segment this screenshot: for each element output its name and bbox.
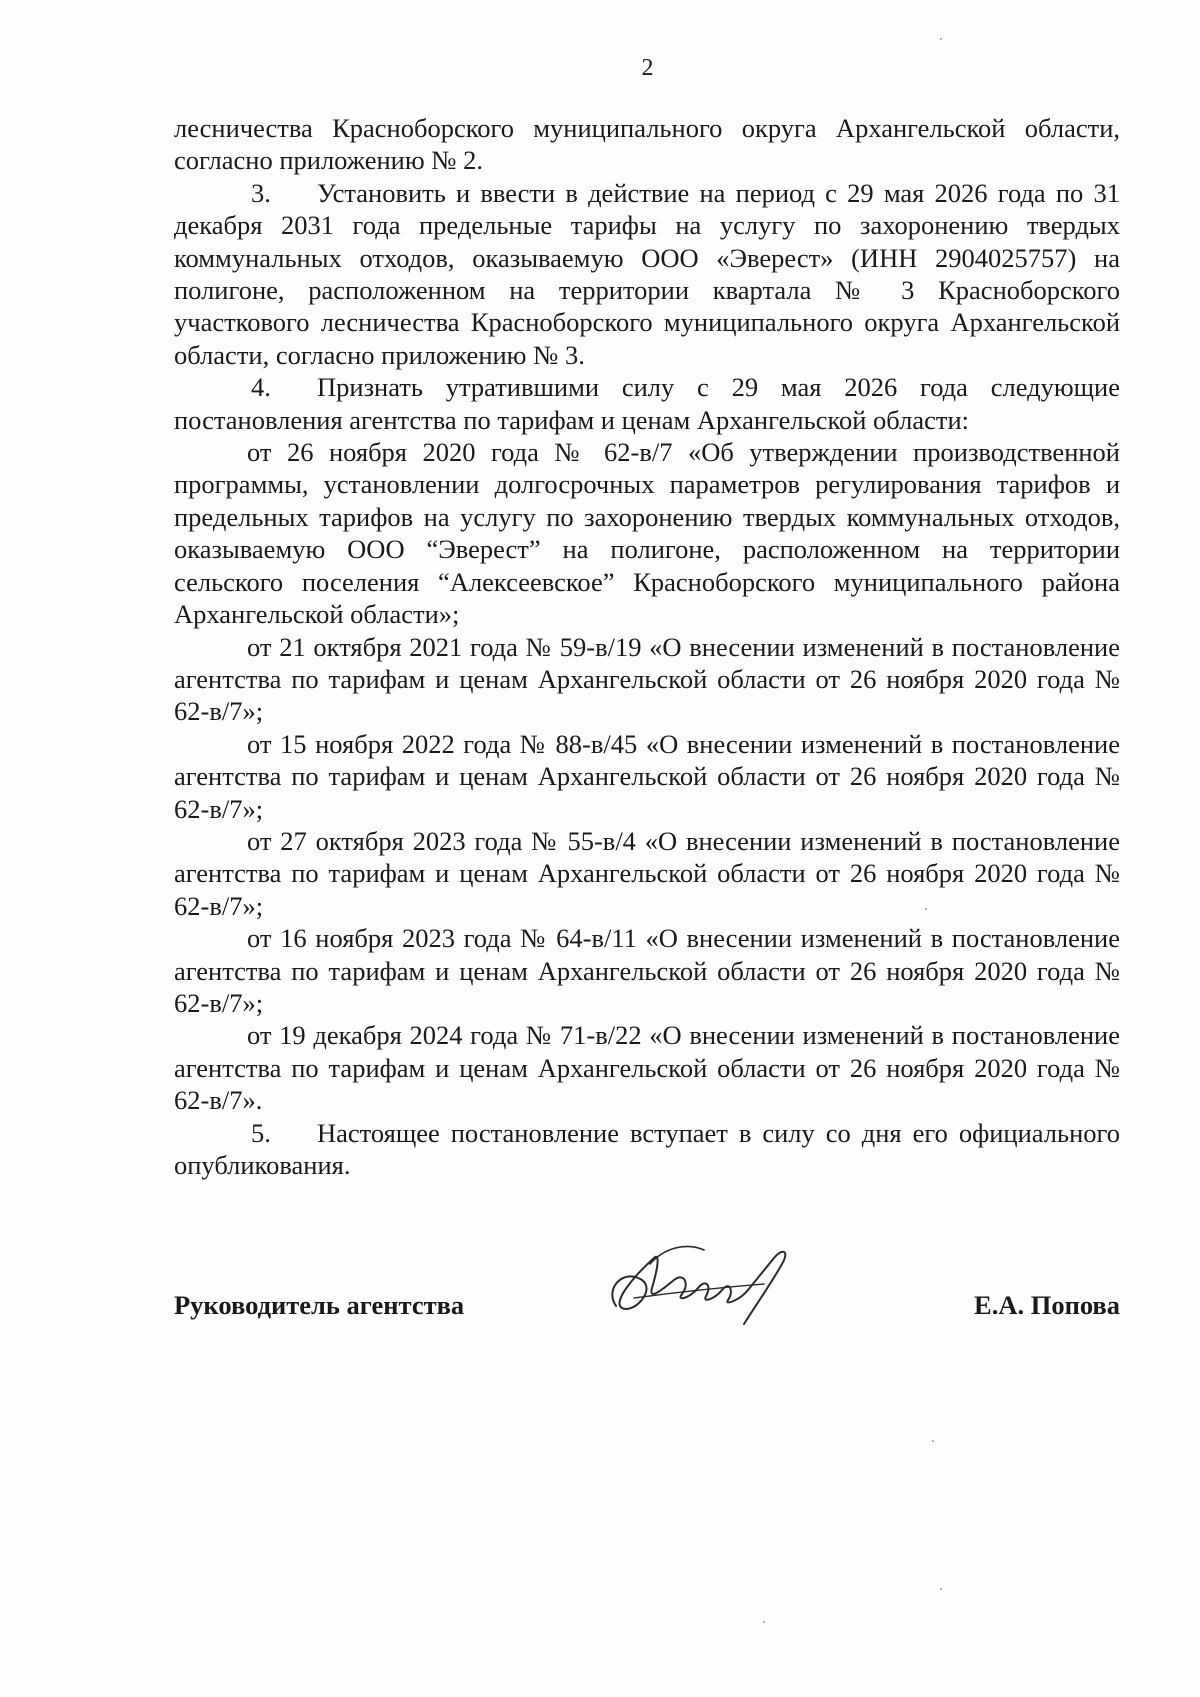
scan-speck xyxy=(932,1440,934,1442)
paragraph-resolution-62: от 26 ноября 2020 года № 62-в/7 «Об утверждении производственной программы, установлении долгосрочных параметров регулирования тарифов и предельных тарифов на услугу по захоронению твердых коммунальных отходов, оказываемую ООО “Эверест” на полигоне, расположенном на территории сельского поселения “Алексеевское” Красноборского муниципального района Архангельской области»; xyxy=(174,437,1120,630)
paragraph-resolution-71: от 19 декабря 2024 года № 71-в/22 «О внесении изменений в постановление агентства по тарифам и ценам Архангельской области от 26 ноября 2020 года № 62-в/7». xyxy=(174,1020,1120,1116)
item-number: 4. xyxy=(251,372,271,403)
signatory-title: Руководитель агентства xyxy=(174,1290,465,1320)
page-number: 2 xyxy=(641,55,654,81)
handwritten-signature xyxy=(594,1228,814,1338)
document-body xyxy=(174,112,1120,1181)
scan-speck xyxy=(925,908,927,910)
paragraph-item-4 xyxy=(174,371,1120,436)
item-text: Признать утратившими силу с 29 мая 2026 года следующие постановления агентства по тарифам и ценам Архангельской области: xyxy=(174,372,1120,435)
item-number: 5. xyxy=(251,1117,271,1148)
signatory-name: Е.А. Попова xyxy=(974,1290,1120,1320)
paragraph-resolution-88: от 15 ноября 2022 года № 88-в/45 «О внесении изменений в постановление агентства по тарифам и ценам Архангельской области от 26 ноября 2020 года № 62-в/7»; xyxy=(174,728,1120,824)
scan-speck xyxy=(940,38,942,40)
paragraph-resolution-64: от 16 ноября 2023 года № 64-в/11 «О внесении изменений в постановление агентства по тарифам и ценам Архангельской области от 26 ноября 2020 года № 62-в/7»; xyxy=(174,923,1120,1018)
scan-speck xyxy=(763,1621,765,1623)
paragraph-item-5 xyxy=(174,1117,1120,1182)
paragraph-continuation: лесничества Красноборского муниципального округа Архангельской области, согласно приложению № 2. xyxy=(174,113,1120,176)
paragraph-resolution-59: от 21 октября 2021 года № 59-в/19 «О внесении изменений в постановление агентства по тарифам и ценам Архангельской области от 26 ноября 2020 года № 62-в/7»; xyxy=(174,631,1120,727)
paragraph-item-3 xyxy=(174,177,1120,371)
item-text: Установить и ввести в действие на период с 29 мая 2026 года по 31 декабря 2031 года предельные тарифы на услугу по захоронению твердых коммунальных отходов, оказываемую ООО «Эверест» (ИНН 2904025757) на полигоне, расположенном на территории квартала № 3 Красноборского участкового лесничества Красноборского муниципального округа Архангельской области, согласно приложению № 3. xyxy=(174,177,1120,370)
item-text: Настоящее постановление вступает в силу со дня его официального опубликования. xyxy=(174,1117,1120,1180)
paragraph-resolution-55: от 27 октября 2023 года № 55-в/4 «О внесении изменений в постановление агентства по тарифам и ценам Архангельской области от 26 ноября 2020 года № 62-в/7»; xyxy=(174,825,1120,921)
scan-speck xyxy=(940,1588,942,1590)
signature-block xyxy=(174,1268,1120,1348)
item-number: 3. xyxy=(251,177,271,208)
